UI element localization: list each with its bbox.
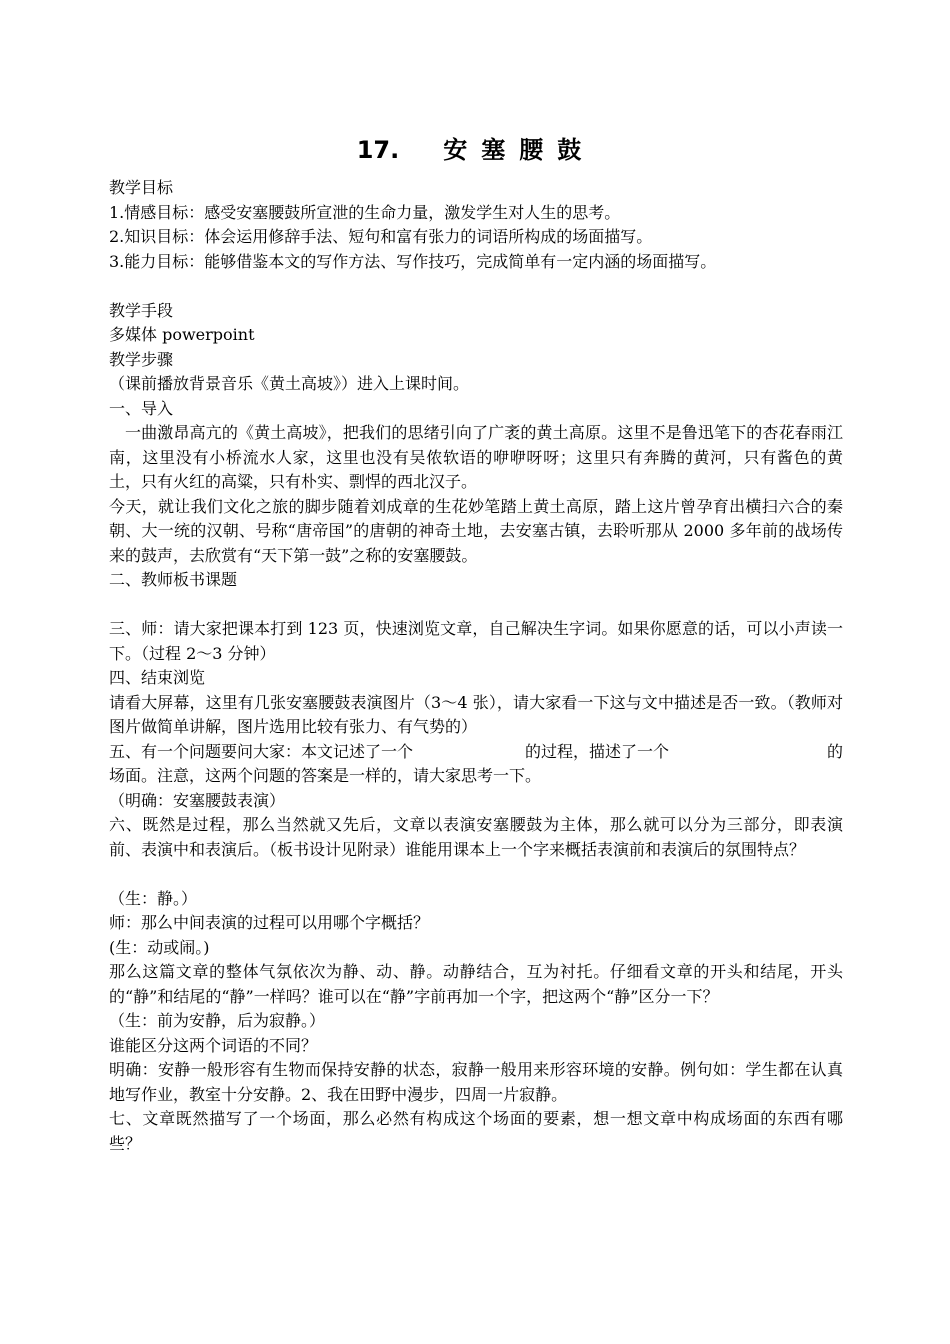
steps-heading: 教学步骤 [109, 349, 174, 369]
section-5-part-a: 五、有一个问题要问大家：本文记述了一个 [109, 741, 414, 761]
document-title [109, 132, 843, 168]
section-5-part-c: 的 [826, 741, 843, 761]
document-page [109, 132, 843, 1156]
section-6-paragraph-2: 那么这篇文章的整体气氛依次为静、动、静。动静结合，互为衬托。仔细看文章的开头和结尾，开头的“静”和结尾的“静”一样吗？谁可以在“静”字前再加一个字，把这两个“静”区分一下？ [109, 962, 843, 1006]
means-heading: 教学手段 [109, 300, 174, 320]
section-3-paragraph: 三、师：请大家把课本打到 123 页，快速浏览文章，自己解决生字词。如果你愿意的话，可以小声读一下。（过程 2～3 分钟） [109, 619, 843, 663]
section-1-heading: 一、导入 [109, 398, 174, 418]
title-number: 17. [356, 136, 400, 164]
spacer [109, 593, 843, 618]
title-text: 安塞腰鼓 [443, 136, 596, 164]
objective-3: 3.能力目标：能够借鉴本文的写作方法、写作技巧，完成简单有一定内涵的场面描写。 [109, 251, 717, 271]
objective-1: 1.情感目标：感受安塞腰鼓所宣泄的生命力量，激发学生对人生的思考。 [109, 202, 621, 222]
student-answer-2: (生：动或闹。) [109, 937, 210, 957]
section-1-paragraph-1: 一曲激昂高亢的《黄土高坡》，把我们的思绪引向了广袤的黄土高原。这里不是鲁迅笔下的杏花春雨江南，这里没有小桥流水人家，这里也没有吴侬软语的咿咿呀呀；这里只有奔腾的黄河，只有酱色的黄土，只有火红的高粱，只有朴实、剽悍的西北汉子。 [109, 423, 843, 491]
section-4-paragraph: 请看大屏幕，这里有几张安塞腰鼓表演图片（3～4 张），请大家看一下这与文中描述是否一致。（教师对图片做简单讲解，图片选用比较有张力、有气势的） [109, 692, 843, 736]
section-5-part-b: 的过程，描述了一个 [525, 741, 670, 761]
clarification-paragraph: 明确：安静一般形容有生物而保持安静的状态，寂静一般用来形容环境的安静。例句如：学生都在认真地写作业，教室十分安静。2、我在田野中漫步，四周一片寂静。 [109, 1060, 843, 1104]
teacher-question-2: 师：那么中间表演的过程可以用哪个字概括？ [109, 913, 430, 932]
means-text: 多媒体 powerpoint [109, 325, 255, 344]
spacer [109, 274, 843, 299]
section-6-paragraph: 六、既然是过程，那么当然就又先后，文章以表演安塞腰鼓为主体，那么就可以分为三部分，即表演前、表演中和表演后。（板书设计见附录）谁能用课本上一个字来概括表演前和表演后的氛围特点？ [109, 815, 843, 859]
student-answer-3: （生：前为安静，后为寂静。） [109, 1011, 326, 1030]
section-2-heading: 二、教师板书课题 [109, 570, 238, 589]
section-5-continuation: 场面。注意，这两个问题的答案是一样的，请大家思考一下。 [109, 766, 542, 785]
teacher-question-3: 谁能区分这两个词语的不同？ [109, 1035, 318, 1055]
section-4-heading: 四、结束浏览 [109, 668, 206, 687]
objectives-heading: 教学目标 [109, 178, 174, 197]
objective-2: 2.知识目标：体会运用修辞手法、短句和富有张力的词语所构成的场面描写。 [109, 227, 653, 246]
section-5-answer: （明确：安塞腰鼓表演） [109, 790, 286, 810]
pre-class-note: （课前播放背景音乐《黄土高坡》）进入上课时间。 [109, 374, 470, 393]
section-1-paragraph-2: 今天，就让我们文化之旅的脚步随着刘成章的生花妙笔踏上黄土高原，踏上这片曾孕育出横扫六合的秦朝、大一统的汉朝、号称“唐帝国”的唐朝的神奇土地，去安塞古镇，去聆听那从 2000 多年前的战场传来的鼓声，去欣赏有“天下第一鼓”之称的安塞腰鼓。 [109, 496, 843, 565]
section-7-paragraph: 七、文章既然描写了一个场面，那么必然有构成这个场面的要素，想一想文章中构成场面的东西有哪些？ [109, 1109, 843, 1153]
spacer [109, 862, 843, 887]
student-answer-1: （生：静。） [109, 888, 198, 908]
section-5-question [109, 740, 843, 765]
